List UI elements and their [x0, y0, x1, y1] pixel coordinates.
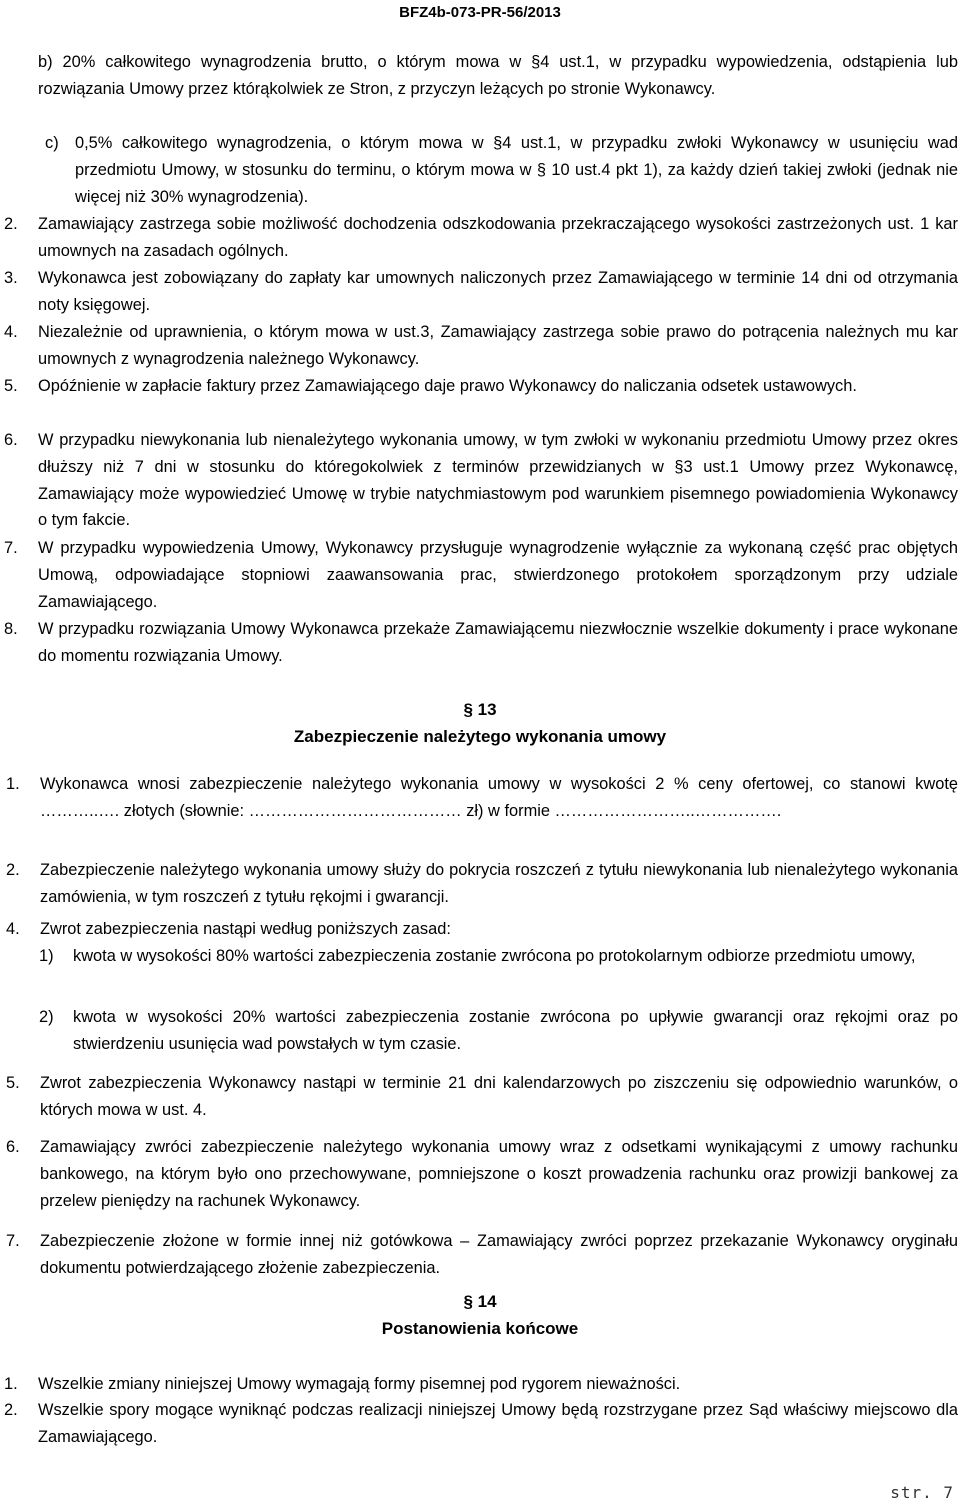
section-14-title: Postanowienia końcowe [381, 1319, 579, 1338]
item-text: Niezależnie od uprawnienia, o którym mowa w ust.3, Zamawiający zastrzega sobie prawo do potrącenia należnych mu kar umownych z wynagrodzenia należnego Wykonawcy. [38, 323, 958, 368]
paragraph-6 [4, 427, 958, 534]
item-label: 6. [4, 431, 18, 449]
section-14-number: § 14 [463, 1292, 497, 1311]
item-text: Zabezpieczenie złożone w formie innej niż gotówkowa – Zamawiający zwróci poprzez przekazanie Wykonawcy oryginału dokumentu potwierdzającego złożenie zabezpieczenia. [40, 1232, 958, 1277]
item-label: 2) [39, 1008, 54, 1026]
item-text: Wykonawca wnosi zabezpieczenie należytego wykonania umowy w wysokości 2 % ceny ofertowej, co stanowi kwotę ………..…. złotych (słownie: ………………………………… zł) w formie ……………………..……………. [40, 775, 958, 820]
item-text: 20% całkowitego wynagrodzenia brutto, o którym mowa w §4 ust.1, w przypadku wypowiedzenia, odstąpienia lub rozwiązania Umowy przez którąkolwiek ze Stron, z przyczyn leżących po stronie Wykonawcy. [38, 53, 958, 98]
item-text: kwota w wysokości 20% wartości zabezpieczenia zostanie zwrócona po upływie gwarancji oraz rękojmi oraz po stwierdzeniu usunięcia wad powstałych w tym czasie. [73, 1008, 958, 1053]
item-label: 5. [4, 377, 18, 395]
s13-subitem-2 [39, 1004, 958, 1058]
s13-item-4 [6, 916, 958, 943]
item-label: 5. [6, 1074, 20, 1092]
item-label: 7. [4, 539, 18, 557]
paragraph-8 [4, 616, 958, 670]
s13-item-2 [6, 857, 958, 911]
s14-item-1 [4, 1371, 958, 1398]
document-id-header: BFZ4b-073-PR-56/2013 [399, 4, 561, 21]
item-label: 1) [39, 947, 54, 965]
item-text: W przypadku rozwiązania Umowy Wykonawca przekaże Zamawiającemu niezwłocznie wszelkie dokumenty i prace wykonane do momentu rozwiązania Umowy. [38, 620, 958, 665]
item-text: Opóźnienie w zapłacie faktury przez Zamawiającego daje prawo Wykonawcy do naliczania odsetek ustawowych. [38, 377, 857, 395]
item-text: Zabezpieczenie należytego wykonania umowy służy do pokrycia roszczeń z tytułu niewykonania lub nienależytego wykonania zamówienia, w tym roszczeń z tytułu rękojmi i gwarancji. [40, 861, 958, 906]
item-label: 2. [4, 215, 18, 233]
item-label: 4. [6, 920, 20, 938]
paragraph-5 [4, 373, 958, 400]
item-label: 1. [4, 1375, 18, 1393]
item-label: 2. [4, 1401, 18, 1419]
item-label: b) [38, 53, 53, 71]
s13-item-1 [6, 771, 958, 825]
item-text: W przypadku niewykonania lub nienależytego wykonania umowy, w tym zwłoki w wykonaniu przedmiotu Umowy przez okres dłuższy niż 7 dni w stosunku do któregokolwiek z terminów przewidzianych w §3 ust.1 Umowy przez Wykonawcę, Zamawiający może wypowiedzieć Umowę w trybie natychmiastowym pod warunkiem pisemnego powiadomienia Wykonawcy o tym fakcie. [38, 431, 958, 530]
s13-item-7 [6, 1228, 958, 1282]
page-number: str. 7 [890, 1483, 954, 1502]
item-label: 2. [6, 861, 20, 879]
item-label: 8. [4, 620, 18, 638]
s13-item-5 [6, 1070, 958, 1124]
item-text: kwota w wysokości 80% wartości zabezpieczenia zostanie zwrócona po protokolarnym odbiorze przedmiotu umowy, [73, 947, 916, 965]
s13-item-6 [6, 1134, 958, 1214]
s13-subitem-1 [39, 943, 958, 970]
item-label: 4. [4, 323, 18, 341]
item-text: Zamawiający zastrzega sobie możliwość dochodzenia odszkodowania przekraczającego wysokości zastrzeżonych ust. 1 kar umownych na zasadach ogólnych. [38, 215, 958, 260]
item-label: 3. [4, 269, 18, 287]
item-text: Zwrot zabezpieczenia Wykonawcy nastąpi w terminie 21 dni kalendarzowych po ziszczeniu się odpowiednio warunków, o których mowa w ust. 4. [40, 1074, 958, 1119]
paragraph-3 [4, 265, 958, 319]
item-text: Zwrot zabezpieczenia nastąpi według poniższych zasad: [40, 920, 451, 938]
item-text: W przypadku wypowiedzenia Umowy, Wykonawcy przysługuje wynagrodzenie wyłącznie za wykonaną część prac objętych Umową, odpowiadające stopniowi zaawansowania prac, stwierdzonego protokołem sporządzonym przy udziale Zamawiającego. [38, 539, 958, 611]
section-13-title: Zabezpieczenie należytego wykonania umowy [293, 727, 667, 746]
item-text: Wykonawca jest zobowiązany do zapłaty kar umownych naliczonych przez Zamawiającego w terminie 14 dni od otrzymania noty księgowej. [38, 269, 958, 314]
paragraph-4 [4, 319, 958, 373]
item-text: Zamawiający zwróci zabezpieczenie należytego wykonania umowy wraz z odsetkami wynikającymi z umowy rachunku bankowego, na którym było ono przechowywane, pomniejszone o koszt prowadzenia rachunku oraz prowizji bankowej za przelew pieniędzy na rachunek Wykonawcy. [40, 1138, 958, 1210]
paragraph-c [45, 130, 958, 210]
s14-item-2 [4, 1397, 958, 1451]
paragraph-7 [4, 535, 958, 615]
paragraph-2 [4, 211, 958, 265]
item-label: 6. [6, 1138, 20, 1156]
item-text: Wszelkie zmiany niniejszej Umowy wymagają formy pisemnej pod rygorem nieważności. [38, 1375, 681, 1393]
item-label: c) [45, 134, 59, 152]
item-label: 7. [6, 1232, 20, 1250]
item-text: 0,5% całkowitego wynagrodzenia, o którym mowa w §4 ust.1, w przypadku zwłoki Wykonawcy w usunięciu wad przedmiotu Umowy, w stosunku do terminu, o którym mowa w § 10 ust.4 pkt 1), za każdy dzień takiej zwłoki (jednak nie więcej niż 30% wynagrodzenia). [75, 134, 958, 206]
item-label: 1. [6, 775, 20, 793]
item-text: Wszelkie spory mogące wyniknąć podczas realizacji niniejszej Umowy będą rozstrzygane przez Sąd właściwy miejscowo dla Zamawiającego. [38, 1401, 958, 1446]
section-13-number: § 13 [463, 700, 497, 719]
paragraph-b [38, 49, 958, 103]
